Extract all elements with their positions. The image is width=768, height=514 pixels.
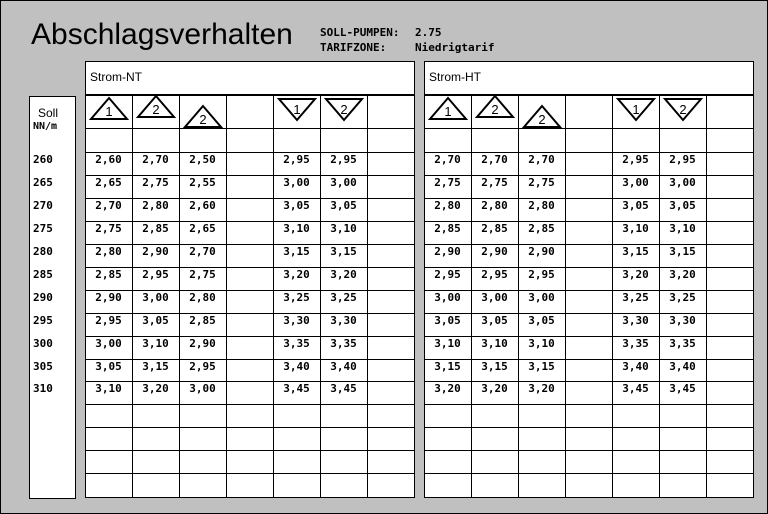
table-cell: 2,65	[95, 176, 122, 189]
soll-value: 270	[33, 199, 53, 212]
table-cell: 3,30	[283, 314, 310, 327]
table-cell: 3,40	[330, 360, 357, 373]
triangle-up-2-icon	[137, 95, 175, 119]
table-cell: 2,90	[434, 245, 461, 258]
table-cell: 3,15	[142, 360, 169, 373]
table-cell: 3,05	[669, 199, 696, 212]
table-cell: 2,95	[622, 153, 649, 166]
table-cell: 3,35	[669, 337, 696, 350]
table-cell: 2,85	[528, 222, 555, 235]
triangle-up-1-icon	[429, 97, 467, 121]
triangle-number: 2	[151, 102, 160, 117]
soll-value: 260	[33, 153, 53, 166]
table-cell: 2,80	[95, 245, 122, 258]
grid-column-line	[367, 95, 368, 498]
table-cell: 2,85	[481, 222, 508, 235]
table-cell: 3,10	[95, 382, 122, 395]
table-cell: 2,85	[434, 222, 461, 235]
table-cell: 3,30	[622, 314, 649, 327]
table-cell: 3,00	[142, 291, 169, 304]
table-cell: 3,10	[283, 222, 310, 235]
table-cell: 3,10	[481, 337, 508, 350]
soll-value: 305	[33, 360, 53, 373]
table-cell: 3,20	[330, 268, 357, 281]
table-cell: 3,25	[669, 291, 696, 304]
soll-value: 280	[33, 245, 53, 258]
soll-pumpen-label: SOLL-PUMPEN:	[320, 26, 400, 39]
table-cell: 3,05	[481, 314, 508, 327]
table-cell: 3,20	[669, 268, 696, 281]
table-cell: 2,70	[95, 199, 122, 212]
table-cell: 3,30	[330, 314, 357, 327]
table-cell: 2,75	[434, 176, 461, 189]
triangle-up-2-icon	[184, 105, 222, 129]
table-cell: 2,90	[142, 245, 169, 258]
table-cell: 3,00	[481, 291, 508, 304]
table-cell: 3,00	[528, 291, 555, 304]
table-cell: 3,15	[669, 245, 696, 258]
table-cell: 2,60	[95, 153, 122, 166]
table-cell: 3,20	[142, 382, 169, 395]
table-cell: 2,90	[95, 291, 122, 304]
table-cell: 3,00	[189, 382, 216, 395]
table-cell: 2,80	[434, 199, 461, 212]
table-cell: 2,95	[481, 268, 508, 281]
grid-column-line	[565, 95, 566, 498]
triangle-number: 2	[678, 102, 687, 117]
table-cell: 3,45	[283, 382, 310, 395]
table-cell: 3,30	[669, 314, 696, 327]
table-cell: 2,75	[481, 176, 508, 189]
table-cell: 3,45	[330, 382, 357, 395]
table-cell: 3,05	[142, 314, 169, 327]
soll-value: 310	[33, 382, 53, 395]
soll-value: 290	[33, 291, 53, 304]
table-cell: 3,25	[283, 291, 310, 304]
triangle-up-2-icon	[476, 95, 514, 119]
table-cell: 3,05	[330, 199, 357, 212]
table-cell: 2,70	[481, 153, 508, 166]
table-cell: 3,05	[528, 314, 555, 327]
table-cell: 2,90	[528, 245, 555, 258]
triangle-up-1-icon	[90, 97, 128, 121]
table-cell: 2,95	[669, 153, 696, 166]
grid-row-line	[85, 450, 415, 451]
table-cell: 2,95	[434, 268, 461, 281]
table-cell: 3,00	[95, 337, 122, 350]
table-cell: 2,85	[142, 222, 169, 235]
table-cell: 2,50	[189, 153, 216, 166]
table-cell: 3,00	[669, 176, 696, 189]
soll-value: 265	[33, 176, 53, 189]
grid-row-line	[424, 128, 754, 129]
table-cell: 3,25	[622, 291, 649, 304]
table-cell: 3,25	[330, 291, 357, 304]
table-cell: 3,00	[434, 291, 461, 304]
table-cell: 3,10	[434, 337, 461, 350]
table-cell: 3,35	[283, 337, 310, 350]
table-cell: 3,20	[528, 382, 555, 395]
grid-row-line	[424, 450, 754, 451]
table-cell: 2,75	[142, 176, 169, 189]
table-cell: 2,60	[189, 199, 216, 212]
soll-pumpen-value: 2.75	[415, 26, 442, 39]
triangle-number: 2	[339, 102, 348, 117]
triangle-up-2-icon	[523, 105, 561, 129]
triangle-number: 2	[537, 112, 546, 127]
grid-row-line	[85, 427, 415, 428]
page-title: Abschlagsverhalten	[31, 18, 293, 51]
table-cell: 2,90	[189, 337, 216, 350]
grid-row-line	[85, 128, 415, 129]
table-cell: 3,10	[528, 337, 555, 350]
table-cell: 2,95	[95, 314, 122, 327]
table-cell: 2,75	[95, 222, 122, 235]
table-cell: 2,75	[189, 268, 216, 281]
table-cell: 3,10	[622, 222, 649, 235]
panel-label-strom-ht: Strom-HT	[429, 70, 481, 84]
panel-label-strom-nt: Strom-NT	[90, 70, 142, 84]
table-cell: 3,00	[283, 176, 310, 189]
table-cell: 2,95	[189, 360, 216, 373]
table-cell: 3,05	[283, 199, 310, 212]
grid-column-line	[706, 95, 707, 498]
grid-row-line	[85, 473, 415, 474]
triangle-number: 2	[198, 112, 207, 127]
table-cell: 3,15	[434, 360, 461, 373]
table-cell: 3,40	[283, 360, 310, 373]
table-cell: 3,10	[669, 222, 696, 235]
table-cell: 2,80	[142, 199, 169, 212]
table-cell: 3,05	[95, 360, 122, 373]
table-cell: 2,90	[481, 245, 508, 258]
table-cell: 3,20	[283, 268, 310, 281]
grid-row-line	[85, 404, 415, 405]
table-cell: 3,35	[622, 337, 649, 350]
table-cell: 2,75	[528, 176, 555, 189]
table-cell: 2,95	[528, 268, 555, 281]
grid-row-line	[424, 473, 754, 474]
tarifzone-label: TARIFZONE:	[320, 41, 387, 54]
table-cell: 3,05	[434, 314, 461, 327]
table-cell: 3,10	[142, 337, 169, 350]
table-cell: 3,15	[528, 360, 555, 373]
triangle-number: 1	[104, 104, 113, 119]
table-cell: 2,85	[189, 314, 216, 327]
table-cell: 3,10	[330, 222, 357, 235]
grid-row-line	[424, 404, 754, 405]
unit-label: NN/m	[33, 121, 58, 132]
triangle-number: 1	[292, 102, 301, 117]
triangle-number: 1	[443, 104, 452, 119]
table-cell: 2,80	[528, 199, 555, 212]
table-cell: 2,95	[330, 153, 357, 166]
triangle-down-2-icon	[664, 97, 702, 121]
table-cell: 3,15	[622, 245, 649, 258]
triangle-number: 2	[490, 102, 499, 117]
table-cell: 2,80	[189, 291, 216, 304]
table-cell: 2,95	[142, 268, 169, 281]
table-cell: 3,40	[669, 360, 696, 373]
table-cell: 2,70	[189, 245, 216, 258]
triangle-number: 1	[631, 102, 640, 117]
table-cell: 2,70	[528, 153, 555, 166]
table-cell: 2,80	[481, 199, 508, 212]
table-cell: 3,40	[622, 360, 649, 373]
soll-value: 295	[33, 314, 53, 327]
grid-row-line	[424, 427, 754, 428]
table-cell: 3,15	[481, 360, 508, 373]
table-cell: 2,85	[95, 268, 122, 281]
table-cell: 2,65	[189, 222, 216, 235]
triangle-down-2-icon	[325, 97, 363, 121]
table-cell: 3,20	[481, 382, 508, 395]
table-cell: 2,70	[434, 153, 461, 166]
table-cell: 2,95	[283, 153, 310, 166]
table-cell: 3,05	[622, 199, 649, 212]
table-cell: 3,00	[622, 176, 649, 189]
soll-value: 285	[33, 268, 53, 281]
table-cell: 3,35	[330, 337, 357, 350]
triangle-down-1-icon	[617, 97, 655, 121]
table-cell: 2,70	[142, 153, 169, 166]
table-cell: 3,20	[434, 382, 461, 395]
table-cell: 2,55	[189, 176, 216, 189]
table-cell: 3,20	[622, 268, 649, 281]
tarifzone-value: Niedrigtarif	[415, 41, 495, 54]
table-cell: 3,45	[622, 382, 649, 395]
table-cell: 3,15	[283, 245, 310, 258]
triangle-down-1-icon	[278, 97, 316, 121]
table-cell: 3,00	[330, 176, 357, 189]
soll-value: 275	[33, 222, 53, 235]
grid-column-line	[226, 95, 227, 498]
soll-value: 300	[33, 337, 53, 350]
soll-label: Soll	[38, 106, 59, 120]
table-cell: 3,15	[330, 245, 357, 258]
table-cell: 3,45	[669, 382, 696, 395]
